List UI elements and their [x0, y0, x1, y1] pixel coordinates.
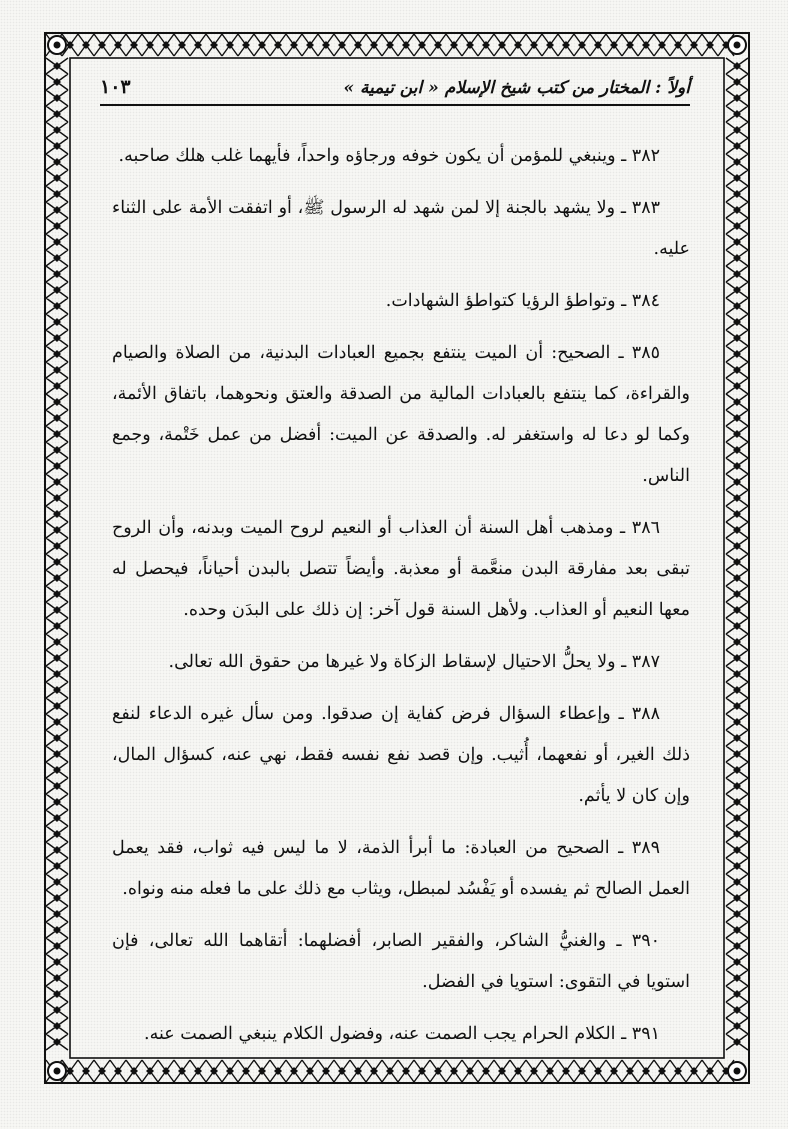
page-number: ١٠٣: [100, 76, 131, 98]
item-number: ٣٩١: [631, 1024, 660, 1044]
border-corner-dot: [54, 42, 61, 49]
item-number: ٣٨٢: [631, 146, 660, 166]
item-number: ٣٨٩: [631, 838, 660, 858]
item-390: [112, 921, 690, 1003]
running-title: أولاً : المختار من كتب شيخ الإسلام « ابن تيمية »: [343, 78, 690, 98]
border-corner-dot: [734, 42, 741, 49]
border-top-braid: [46, 34, 734, 56]
border-corner-dot: [54, 1068, 61, 1075]
item-388: [112, 694, 690, 817]
item-text: ـ ومذهب أهل السنة أن العذاب أو النعيم لروح الميت وبدنه، وأن الروح تبقى بعد مفارقة البدن منعَّمة أو معذبة. وأيضاً تتصل بالبدن أحياناً، فيحصل له معها النعيم أو العذاب. ولأهل السنة قول آخر: إن ذلك على البدَن وحده.: [112, 518, 690, 620]
item-number: ٣٩٠: [631, 931, 660, 951]
item-number: ٣٨٥: [631, 343, 660, 363]
item-text: ـ وتواطؤ الرؤيا كتواطؤ الشهادات.: [385, 291, 627, 311]
item-389: [112, 828, 690, 910]
border-right-braid: [726, 58, 748, 1050]
item-text: ـ الصحيح من العبادة: ما أبرأ الذمة، لا ما ليس فيه ثواب، فقد يعمل العمل الصالح ثم يفسده أو يَفْسُد لمبطل، ويثاب مع ذلك على ما فعله منه ونواه.: [112, 838, 690, 899]
item-number: ٣٨٦: [631, 518, 660, 538]
item-text: ـ ولا يحلُّ الاحتيال لإسقاط الزكاة ولا غيرها من حقوق الله تعالى.: [168, 652, 627, 672]
item-text: ـ وينبغي للمؤمن أن يكون خوفه ورجاؤه واحداً، فأيهما غلب هلك صاحبه.: [118, 146, 627, 166]
body-text: [112, 136, 690, 1066]
item-391: [112, 1014, 690, 1055]
item-text: ـ وإعطاء السؤال فرض كفاية إن صدقوا. ومن سأل غيره الدعاء لنفع ذلك الغير، أو نفعهما، أُثيب. وإن قصد نفع نفسه فقط، نهي عنه، كسؤال المال، وإن كان لا يأثم.: [112, 704, 690, 806]
item-text: ـ الصحيح: أن الميت ينتفع بجميع العبادات البدنية، من الصلاة والصيام والقراءة، كما ينتفع بالعبادات المالية من الصدقة والعتق ونحوهما، باتفاق الأئمة، وكما لو دعا له واستغفر له. والصدقة عن الميت: أفضل من عمل خَتْمة، وجمع الناس.: [112, 343, 690, 486]
item-number: ٣٨٨: [631, 704, 660, 724]
border-left-braid: [46, 58, 68, 1050]
item-text: ـ الكلام الحرام يجب الصمت عنه، وفضول الكلام ينبغي الصمت عنه.: [144, 1024, 627, 1044]
item-383: [112, 188, 690, 270]
page-header: [100, 76, 690, 106]
item-384: [112, 281, 690, 322]
item-number: ٣٨٤: [631, 291, 660, 311]
item-text: ـ والغنيُّ الشاكر، والفقير الصابر، أفضلهما: أتقاهما الله تعالى، فإن استويا في التقوى: استويا في الفضل.: [112, 931, 690, 992]
item-number: ٣٨٧: [631, 652, 660, 672]
item-number: ٣٨٣: [631, 198, 660, 218]
item-385: [112, 333, 690, 497]
item-386: [112, 508, 690, 631]
item-text: ـ ولا يشهد بالجنة إلا لمن شهد له الرسول ﷺ، أو اتفقت الأمة على الثناء عليه.: [112, 198, 690, 259]
border-corner-dot: [734, 1068, 741, 1075]
item-387: [112, 642, 690, 683]
item-382: [112, 136, 690, 177]
